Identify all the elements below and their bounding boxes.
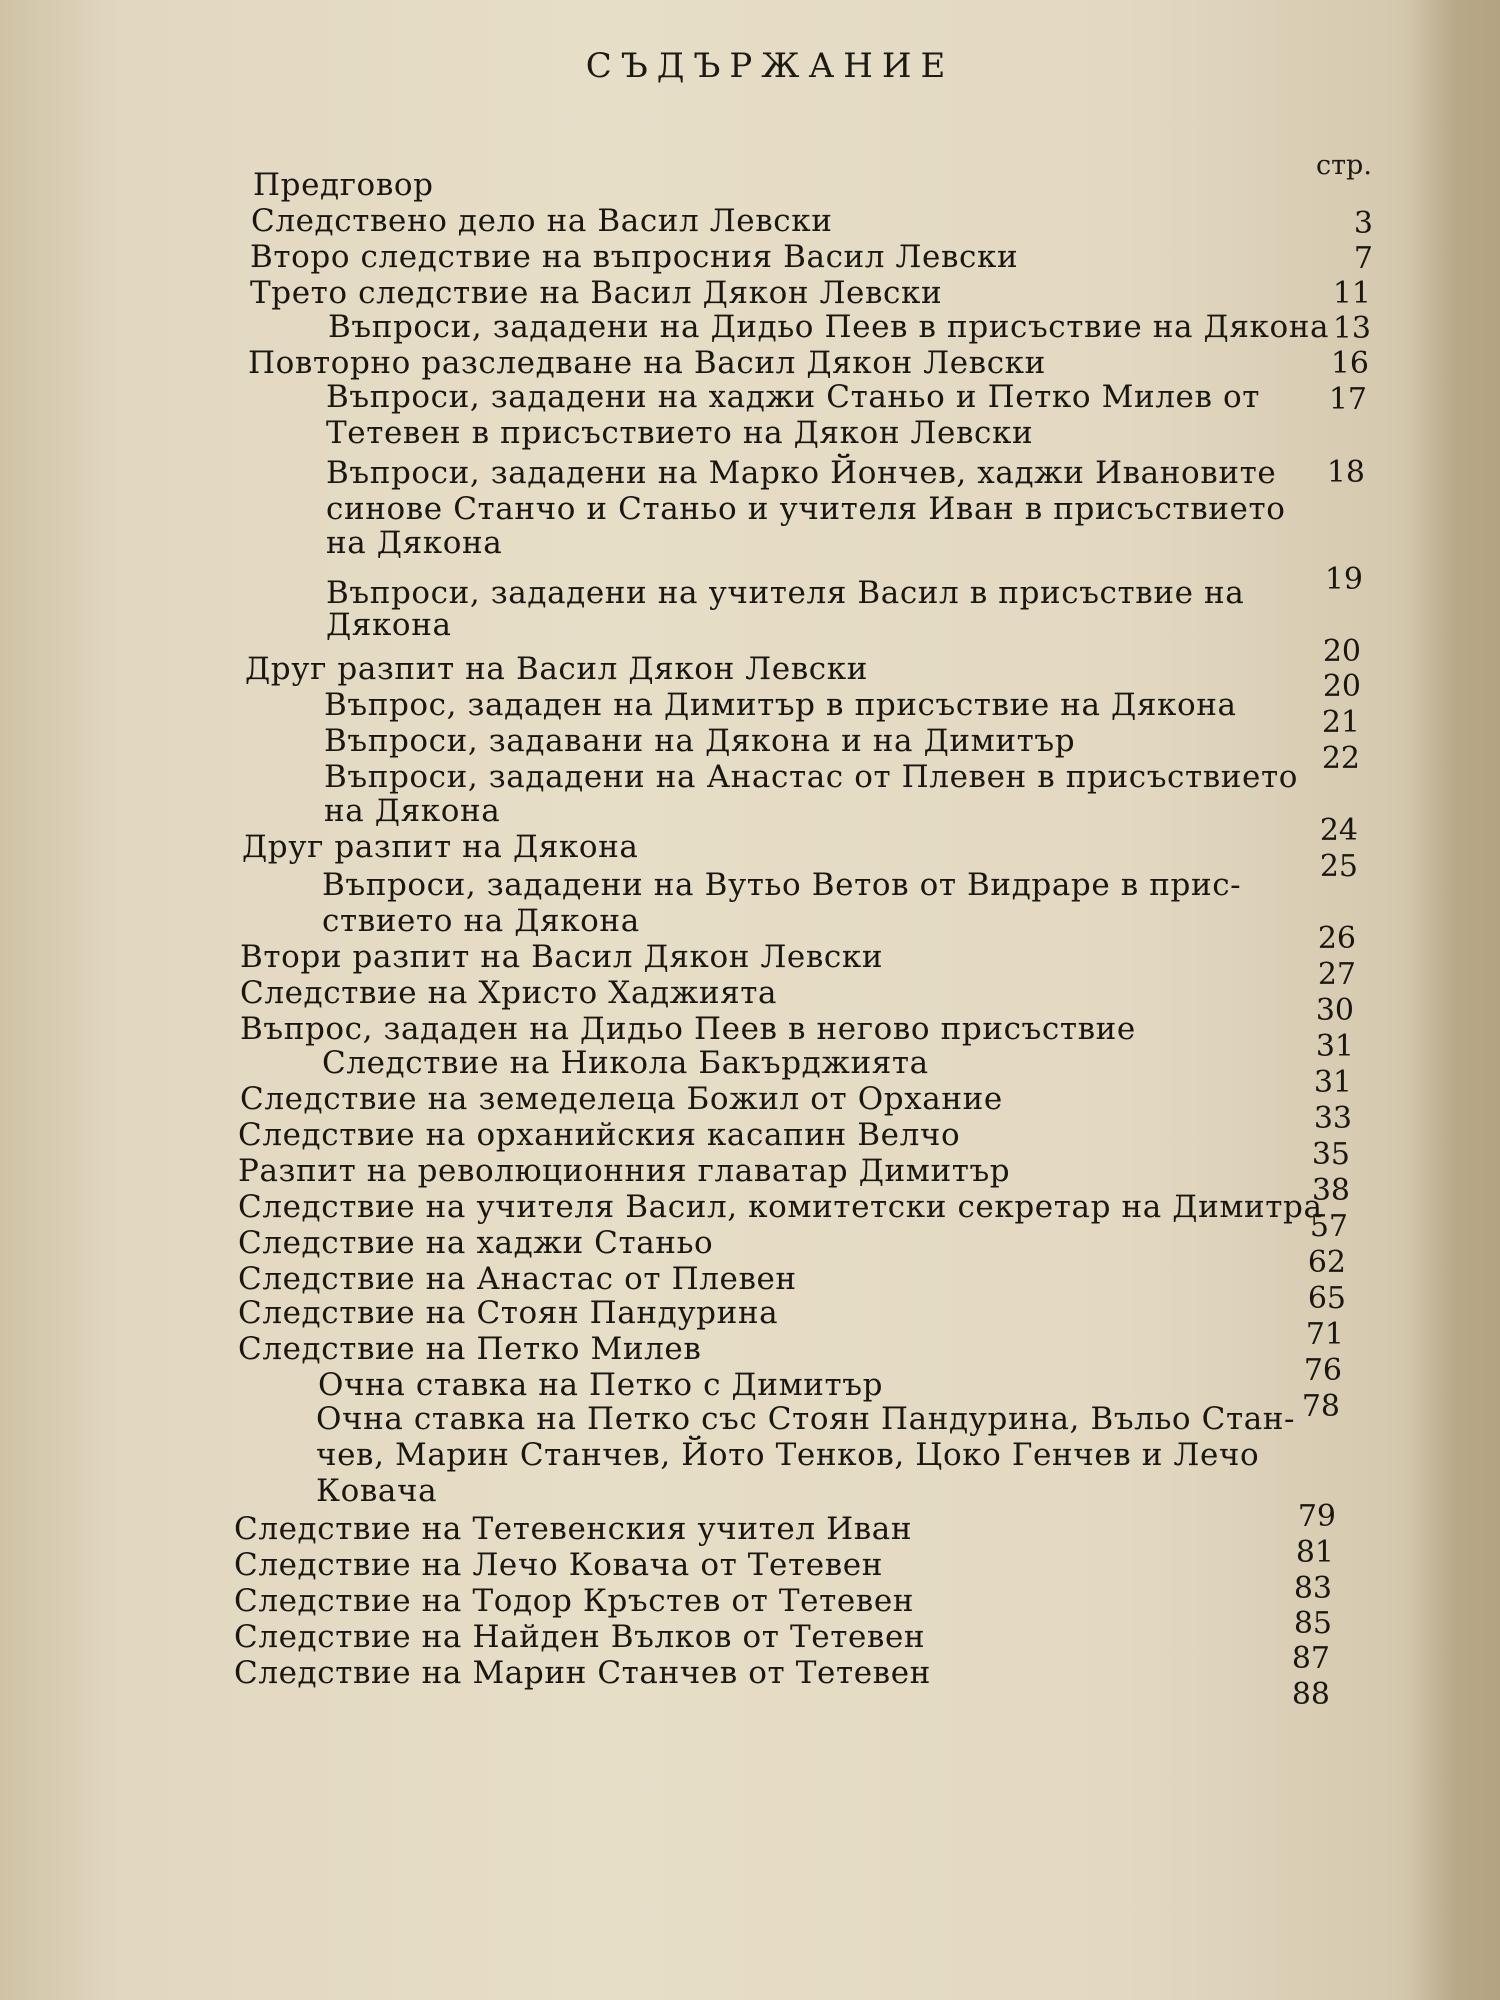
page-number: 17	[1328, 382, 1367, 417]
toc-line: Следствие на Марин Станчев от Тетевен	[234, 1655, 931, 1691]
page-number: 31	[1313, 1065, 1352, 1100]
page-number: 31	[1315, 1029, 1354, 1064]
toc-line: Следствие на Никола Бакърджията	[322, 1045, 929, 1081]
toc-line: Предговор	[253, 167, 434, 203]
page-number: 16	[1330, 346, 1369, 381]
toc-line: на Дякона	[326, 525, 503, 561]
toc-line: Тетевен в присъствието на Дякон Левски	[326, 415, 1034, 451]
page-number: 71	[1305, 1317, 1344, 1352]
page-number: 13	[1332, 311, 1371, 346]
page-number: 24	[1319, 813, 1358, 848]
page-number: 20	[1322, 669, 1361, 704]
page-number: 87	[1291, 1641, 1330, 1676]
toc-line: Следствие на Найден Вълков от Тетевен	[234, 1619, 926, 1655]
page-number: 20	[1322, 634, 1361, 669]
page-number: 85	[1293, 1606, 1332, 1641]
page-number: 27	[1317, 957, 1356, 992]
toc-line: синове Станчо и Станьо и учителя Иван в присъствието	[326, 491, 1286, 527]
page-column-header: стр.	[1316, 150, 1372, 181]
page-title: СЪДЪРЖАНИЕ	[585, 46, 955, 86]
page-number: 18	[1326, 455, 1365, 490]
toc-line: Въпроси, зададени на Анастас от Плевен в присъствието	[324, 759, 1298, 795]
toc-line: Разпит на революционния главатар Димитър	[238, 1153, 1011, 1189]
toc-line: Следствие на орханийския касапин Велчо	[238, 1117, 961, 1153]
toc-line: Трето следствие на Васил Дякон Левски	[250, 275, 943, 311]
page-number: 78	[1301, 1389, 1340, 1424]
toc-line: Въпрос, зададен на Дидьо Пеев в негово присъствие	[240, 1011, 1136, 1047]
page-number: 26	[1317, 921, 1356, 956]
page-number: 81	[1295, 1535, 1334, 1570]
toc-line: Следствие на Христо Хаджията	[240, 975, 778, 1011]
page-number: 25	[1319, 849, 1358, 884]
toc-line: Въпроси, зададени на учителя Васил в присъствие на	[326, 575, 1245, 611]
page-number: 30	[1315, 993, 1354, 1028]
page-number: 3	[1353, 206, 1373, 241]
page-number: 88	[1291, 1677, 1330, 1712]
toc-line: Следствие на земеделеца Божил от Орхание	[240, 1081, 1003, 1117]
toc-line: Следствие на учителя Васил, комитетски секретар на Димитра	[238, 1189, 1323, 1225]
toc-line: Следствие на Тетевенския учител Иван	[234, 1511, 913, 1547]
toc-line: Очна ставка на Петко със Стоян Пандурина, Въльо Стан-	[316, 1401, 1296, 1437]
toc-line: Ковача	[316, 1473, 438, 1509]
toc-line: чев, Марин Станчев, Йото Тенков, Цоко Генчев и Лечо	[316, 1437, 1260, 1473]
toc-line: ствието на Дякона	[322, 903, 640, 939]
toc-line: Въпроси, задавани на Дякона и на Димитър	[324, 723, 1076, 759]
toc-line: Очна ставка на Петко с Димитър	[318, 1367, 884, 1403]
toc-line: Повторно разследване на Васил Дякон Левски	[248, 345, 1046, 381]
page-number: 83	[1293, 1571, 1332, 1606]
toc-line: на Дякона	[324, 793, 501, 829]
toc-line: Следствие на Стоян Пандурина	[238, 1295, 779, 1331]
toc-line: Второ следствие на въпросния Васил Левски	[250, 239, 1019, 275]
page-number: 62	[1307, 1245, 1346, 1280]
page-number: 35	[1311, 1137, 1350, 1172]
toc-line: Въпроси, зададени на хаджи Станьо и Петко Милев от	[326, 379, 1260, 415]
toc-line: Следствено дело на Васил Левски	[251, 203, 833, 239]
page-number: 65	[1307, 1281, 1346, 1316]
page-number: 76	[1303, 1353, 1342, 1388]
page-number: 7	[1353, 241, 1373, 276]
toc-line: Следствие на хаджи Станьо	[238, 1225, 714, 1261]
toc-line: Въпроси, зададени на Вутьо Ветов от Видраре в прис-	[322, 867, 1242, 903]
toc-line: Друг разпит на Васил Дякон Левски	[245, 651, 868, 687]
toc-line: Въпрос, зададен на Димитър в присъствие на Дякона	[324, 687, 1237, 723]
page-number: 22	[1321, 741, 1360, 776]
page-number: 79	[1297, 1499, 1336, 1534]
toc-line: Втори разпит на Васил Дякон Левски	[240, 939, 884, 975]
page-number: 11	[1332, 276, 1371, 311]
toc-line: Следствие на Тодор Кръстев от Тетевен	[234, 1583, 915, 1619]
page-number: 21	[1321, 705, 1360, 740]
toc-line: Въпроси, зададени на Марко Йончев, хаджи Ивановите	[326, 455, 1277, 491]
toc-line: Следствие на Петко Милев	[238, 1331, 702, 1367]
toc-line: Следствие на Лечо Ковача от Тетевен	[234, 1547, 883, 1583]
toc-line: Въпроси, зададени на Дидьо Пеев в присъствие на Дякона	[328, 309, 1330, 345]
page-number: 57	[1309, 1209, 1348, 1244]
page-number: 38	[1311, 1173, 1350, 1208]
toc-line: Дякона	[326, 607, 452, 643]
page-number: 33	[1313, 1101, 1352, 1136]
toc-line: Следствие на Анастас от Плевен	[238, 1261, 797, 1297]
page-number: 19	[1324, 562, 1363, 597]
toc-line: Друг разпит на Дякона	[242, 829, 639, 865]
